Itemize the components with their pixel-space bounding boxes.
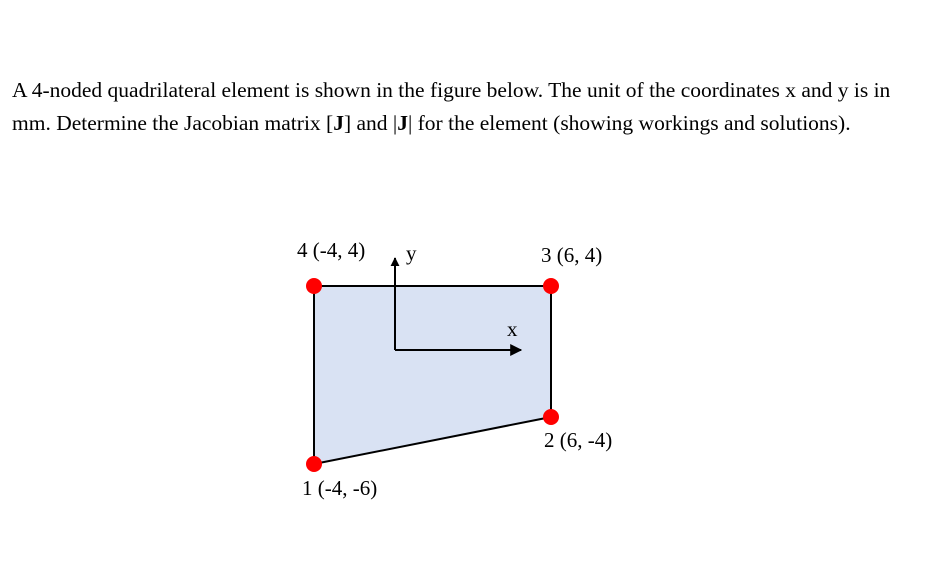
- jacobian-symbol: J: [333, 111, 344, 135]
- jacobian-determinant-symbol: J: [397, 111, 408, 135]
- y-axis-label: y: [406, 241, 417, 265]
- x-axis-label: x: [507, 317, 518, 341]
- node-3-marker: [543, 278, 559, 294]
- quadrilateral-element: [314, 286, 551, 464]
- node-4-marker: [306, 278, 322, 294]
- node-2-label: 2 (6, -4): [544, 428, 613, 452]
- node-1-marker: [306, 456, 322, 472]
- node-4-label: 4 (-4, 4): [297, 238, 366, 262]
- node-1-label: 1 (-4, -6): [302, 476, 378, 500]
- problem-text-part3: | for the element (showing workings and solutions).: [407, 111, 851, 135]
- problem-text-part2: ] and |: [343, 111, 398, 135]
- problem-text-part1: A 4-noded quadrilateral element is shown in the figure below. The unit of the coordinates x and y is in mm. Determine the Jacobian matrix [: [12, 78, 891, 135]
- node-2-marker: [543, 409, 559, 425]
- node-3-label: 3 (6, 4): [541, 243, 603, 267]
